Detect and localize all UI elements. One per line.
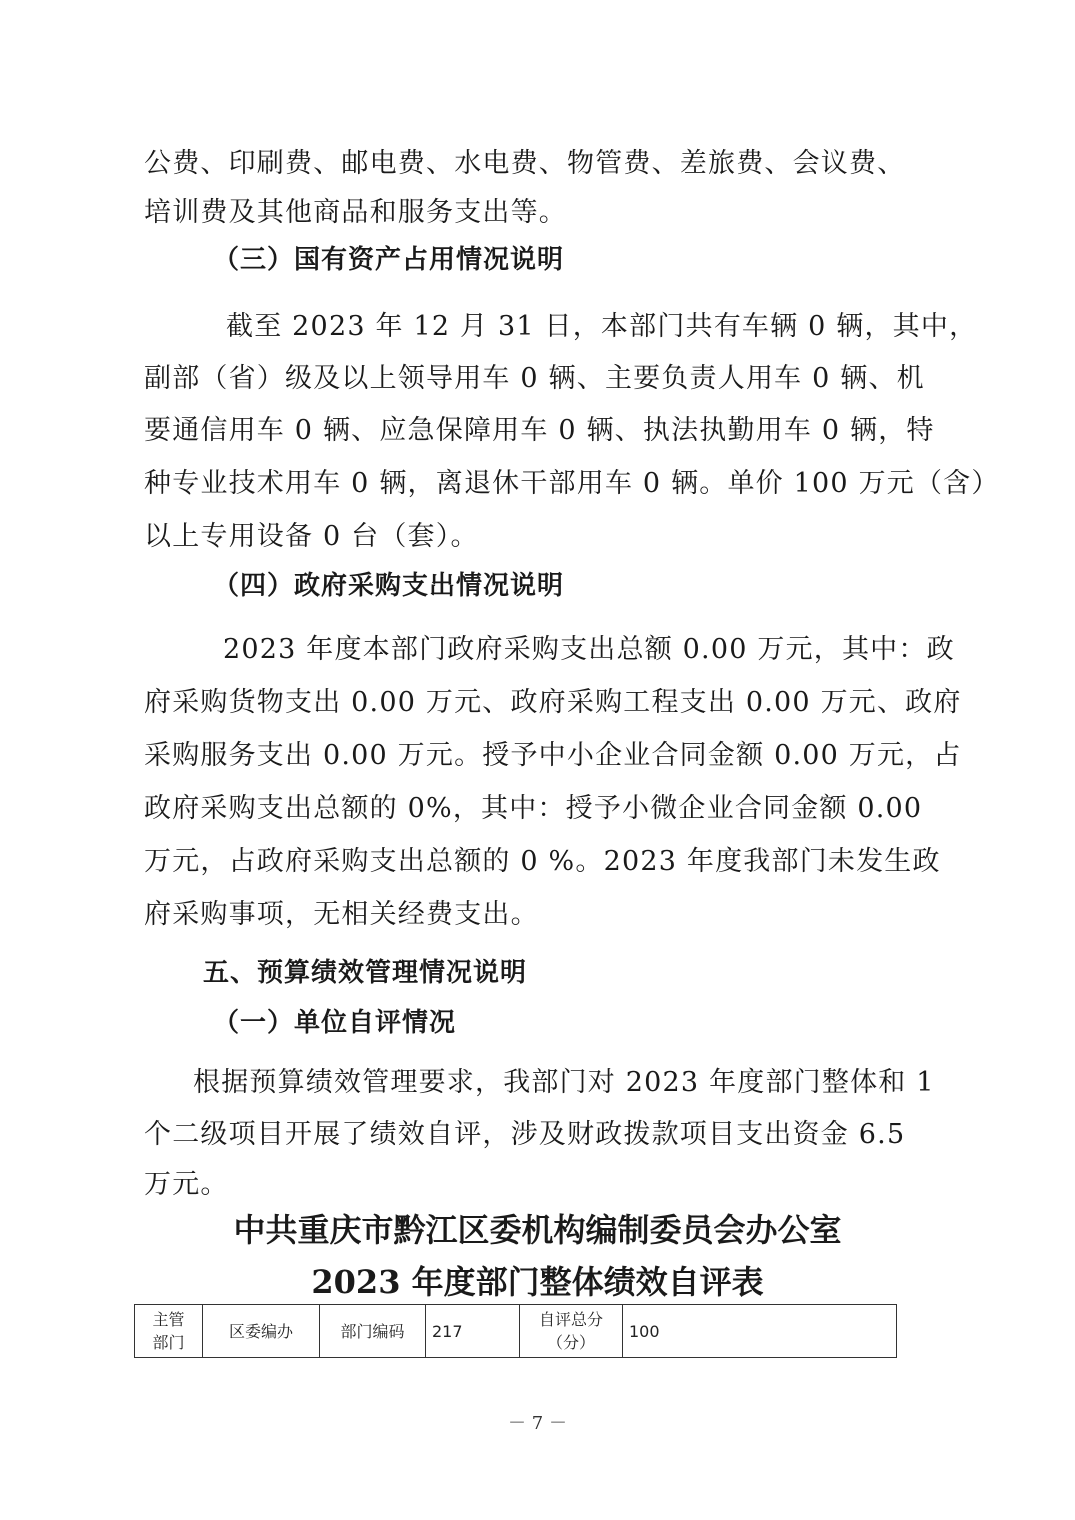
- self-evaluation-table: [134, 1304, 897, 1358]
- body-text-line: 要通信用车 0 辆、应急保障用车 0 辆、执法执勤用车 0 辆，特: [144, 415, 935, 446]
- body-text-line: 副部（省）级及以上领导用车 0 辆、主要负责人用车 0 辆、机: [144, 363, 925, 394]
- dept-label-line: 部门: [152, 1333, 185, 1352]
- section-heading-procurement: （四）政府采购支出情况说明: [213, 571, 565, 601]
- dept-label-line: 主管: [152, 1310, 185, 1329]
- body-text-line: 采购服务支出 0.00 万元。授予中小企业合同金额 0.00 万元，占: [144, 740, 962, 771]
- section-heading-asset: （三）国有资产占用情况说明: [213, 245, 565, 275]
- section-heading-performance: 五、预算绩效管理情况说明: [203, 958, 528, 988]
- body-text-line: 府采购事项，无相关经费支出。: [144, 899, 539, 930]
- body-text-line: 以上专用设备 0 台（套）。: [144, 521, 479, 552]
- body-text-line: 根据预算绩效管理要求，我部门对 2023 年度部门整体和 1: [193, 1067, 935, 1098]
- body-text-line: 政府采购支出总额的 0%，其中：授予小微企业合同金额 0.00: [144, 793, 923, 824]
- body-text-line: 万元，占政府采购支出总额的 0 %。2023 年度我部门未发生政: [144, 846, 941, 877]
- body-text-line: 个二级项目开展了绩效自评，涉及财政拨款项目支出资金 6.5: [144, 1119, 906, 1150]
- score-value-cell: 100: [623, 1305, 897, 1358]
- page-number: － 7 －: [508, 1413, 567, 1434]
- body-text-line: 种专业技术用车 0 辆，离退休干部用车 0 辆。单价 100 万元（含）: [144, 468, 1000, 499]
- code-value-cell: 217: [426, 1305, 520, 1358]
- body-text-line: 2023 年度本部门政府采购支出总额 0.00 万元，其中：政: [223, 634, 955, 665]
- body-text-line: 万元。: [144, 1169, 229, 1200]
- score-label-line: 自评总分: [538, 1310, 603, 1329]
- table-title-line-1: 中共重庆市黔江区委机构编制委员会办公室: [233, 1211, 842, 1249]
- body-text-line: 府采购货物支出 0.00 万元、政府采购工程支出 0.00 万元、政府: [144, 687, 962, 718]
- dept-label-cell: [135, 1305, 203, 1358]
- body-text-line: 培训费及其他商品和服务支出等。: [144, 197, 567, 228]
- score-label-line: （分）: [546, 1333, 595, 1352]
- table-title-line-2: 2023 年度部门整体绩效自评表: [311, 1263, 764, 1301]
- section-heading-self-eval: （一）单位自评情况: [213, 1008, 457, 1038]
- body-text-line: 公费、印刷费、邮电费、水电费、物管费、差旅费、会议费、: [144, 148, 906, 179]
- code-label-cell: 部门编码: [320, 1305, 426, 1358]
- body-text-line: 截至 2023 年 12 月 31 日，本部门共有车辆 0 辆，其中，: [226, 311, 978, 342]
- dept-value-cell: 区委编办: [203, 1305, 320, 1358]
- score-label-cell: [520, 1305, 623, 1358]
- table-row: [135, 1305, 897, 1358]
